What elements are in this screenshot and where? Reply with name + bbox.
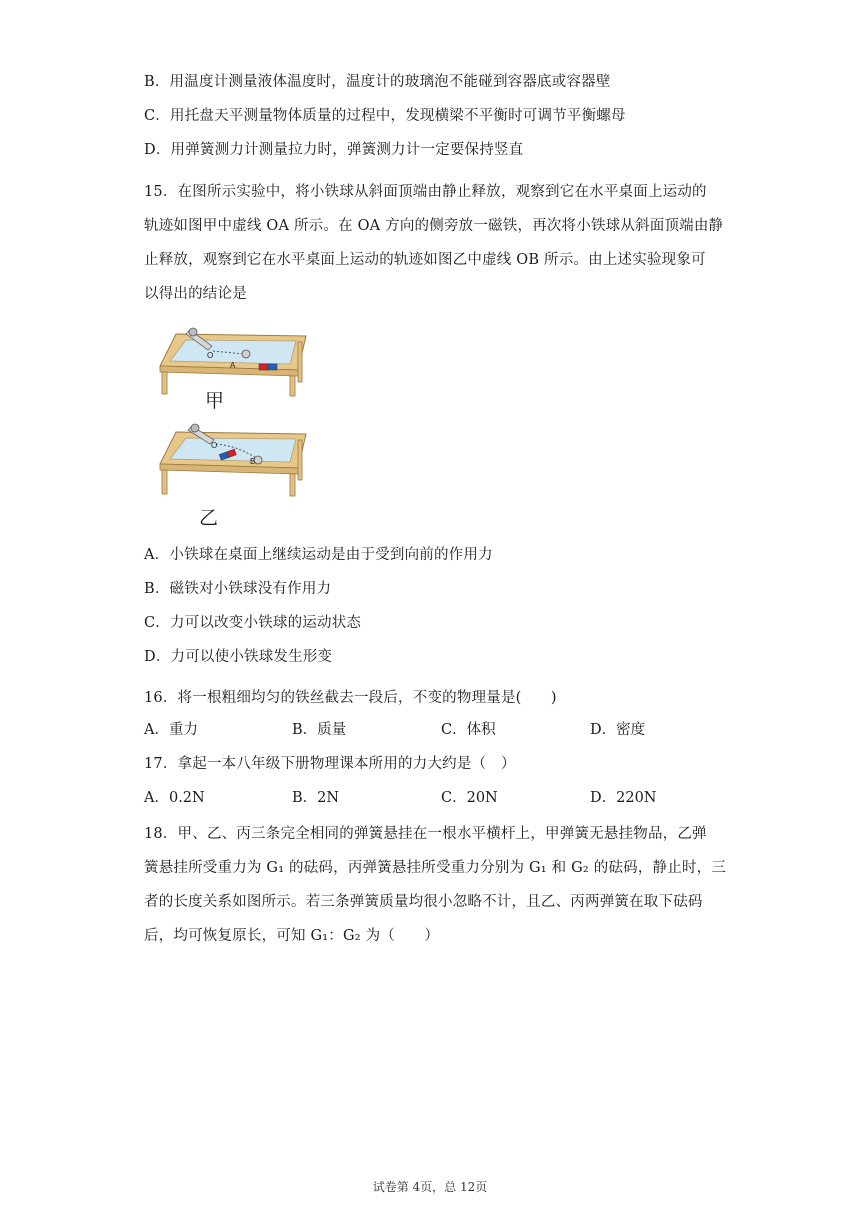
- q17-option-a: A．0.2N: [144, 790, 205, 806]
- q17-option-b: B．2N: [292, 790, 340, 806]
- table-figure-yi: [156, 420, 316, 500]
- q17-options: [144, 788, 724, 808]
- table-top-yi: [160, 432, 306, 496]
- q16-stem: 16．将一根粗细均匀的铁丝截去一段后，不变的物理量是( ): [144, 690, 557, 706]
- q18-stem-line4: 后，均可恢复原长，可知 G₁：G₂ 为（ ）: [144, 928, 440, 944]
- q14-option-c: C．用托盘天平测量物体质量的过程中，发现横梁不平衡时可调节平衡螺母: [144, 108, 626, 124]
- q16-option-c: C．体积: [441, 722, 496, 738]
- iron-ball-jia: [242, 350, 250, 358]
- q14-option-b: B．用温度计测量液体温度时，温度计的玻璃泡不能碰到容器底或容器壁: [144, 74, 611, 90]
- figure-label-yi: 乙: [199, 507, 219, 529]
- table-figure-jia: [156, 322, 316, 398]
- q17-option-c: C．20N: [441, 790, 498, 806]
- q15-stem-line4: 以得出的结论是: [144, 286, 247, 302]
- label-point-o-jia: O: [207, 351, 214, 360]
- magnet-jia: [259, 364, 277, 370]
- label-point-b: B: [250, 457, 256, 466]
- label-point-a: A: [230, 361, 236, 370]
- page-footer: 试卷第 4页，总 12页: [372, 1180, 488, 1194]
- q15-stem-line3: 止释放，观察到它在水平桌面上运动的轨迹如图乙中虚线 OB 所示。由上述实验现象可: [144, 252, 706, 268]
- q17-stem: 17．拿起一本八年级下册物理课本所用的力大约是（ ）: [144, 756, 516, 772]
- q16-option-d: D．密度: [590, 722, 646, 738]
- q14-option-d: D．用弹簧测力计测量拉力时，弹簧测力计一定要保持竖直: [144, 142, 524, 158]
- figure-label-jia: 甲: [205, 390, 225, 412]
- q18-stem-line2: 簧悬挂所受重力为 G₁ 的砝码，丙弹簧悬挂所受重力分别为 G₁ 和 G₂ 的砝码，静止时，三: [144, 860, 727, 876]
- q16-option-a: A．重力: [144, 722, 198, 738]
- q15-option-c: C．力可以改变小铁球的运动状态: [144, 615, 362, 631]
- q16-option-b: B．质量: [292, 722, 347, 738]
- q16-options: [144, 720, 724, 740]
- q17-option-d: D．220N: [590, 790, 657, 806]
- q18-stem-line1: 18．甲、乙、丙三条完全相同的弹簧悬挂在一根水平横杆上，甲弹簧无悬挂物品，乙弹: [144, 826, 707, 842]
- q15-option-d: D．力可以使小铁球发生形变: [144, 649, 333, 665]
- q18-stem-line3: 者的长度关系如图所示。若三条弹簧质量均很小忽略不计，且乙、丙两弹簧在取下砝码: [144, 894, 703, 910]
- q15-option-b: B．磁铁对小铁球没有作用力: [144, 581, 332, 597]
- q15-option-a: A．小铁球在桌面上继续运动是由于受到向前的作用力: [144, 547, 493, 563]
- q15-stem-line1: 15．在图所示实验中，将小铁球从斜面顶端由静止释放，观察到它在水平桌面上运动的: [144, 184, 707, 200]
- q15-stem-line2: 轨迹如图甲中虚线 OA 所示。在 OA 方向的侧旁放一磁铁，再次将小铁球从斜面顶端由静: [144, 218, 724, 234]
- label-point-o-yi: O: [211, 441, 218, 450]
